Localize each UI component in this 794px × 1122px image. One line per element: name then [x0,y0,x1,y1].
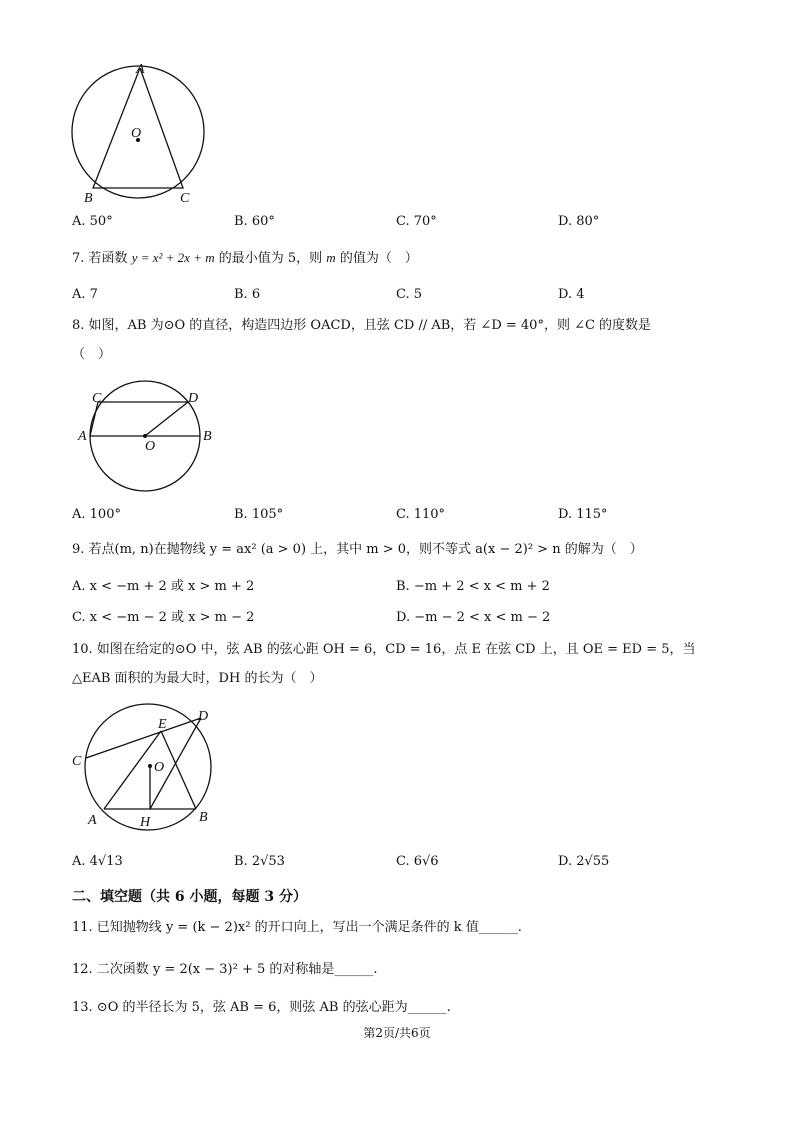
q8-label-O: O [145,439,156,454]
q13-stem: 13. ⊙O 的半径长为 5，弦 AB = 6，则弦 AB 的弦心距为______. [72,1000,451,1015]
q6-label-A: A [136,62,145,77]
q12-stem: 12. 二次函数 y = 2(x − 3)² + 5 的对称轴是______. [72,962,378,977]
q10-chord-CD [86,718,201,758]
q10-center-dot [148,764,152,768]
q10-label-E: E [158,717,167,732]
q7-suffix: 的值为（ ） [339,251,418,266]
q8-option-c[interactable]: C. 110° [396,507,446,522]
q7-option-b[interactable]: B. 6 [234,287,261,302]
q7-middle: 的最小值为 5，则 [218,251,323,266]
q7-option-c[interactable]: C. 5 [396,287,423,302]
q7-stem [72,249,418,268]
q11-stem: 11. 已知抛物线 y = (k − 2)x² 的开口向上，写出一个满足条件的 k 值______. [72,920,522,935]
q7-option-d[interactable]: D. 4 [558,287,585,302]
q10-stem-line2: △EAB 面积的为最大时，DH 的长为（ ） [72,671,323,686]
section-2-heading: 二、填空题（共 6 小题，每题 3 分） [72,889,307,905]
q9-option-a[interactable]: A. x < −m + 2 或 x > m + 2 [72,579,255,594]
q10-figure [68,700,228,835]
q10-label-D: D [198,709,209,724]
q7-formula: y = x² + 2x + m [131,250,215,265]
q8-figure [70,378,220,498]
q8-option-b[interactable]: B. 105° [234,507,284,522]
q10-label-H: H [140,815,151,830]
q6-option-c[interactable]: C. 70° [396,214,437,229]
q8-label-A: A [78,429,87,444]
q8-center-dot [143,434,147,438]
q6-figure [60,58,220,208]
q10-option-d[interactable]: D. 2√55 [558,854,610,869]
q9-option-d[interactable]: D. −m − 2 < x < m − 2 [396,610,551,625]
q8-stem-line2: （ ） [72,347,112,362]
q10-label-O: O [154,760,165,775]
q6-option-a[interactable]: A. 50° [72,214,113,229]
q10-label-C: C [72,754,82,769]
q10-circle [85,704,211,830]
q9-stem: 9. 若点(m, n)在抛物线 y = ax² (a > 0) 上，其中 m > 0，则不等式 a(x − 2)² > n 的解为（ ） [72,542,643,557]
q8-label-B: B [203,429,212,444]
q10-segment-EA [104,731,161,809]
q10-segment-EB [161,731,196,809]
q10-option-c[interactable]: C. 6√6 [396,854,439,869]
q6-label-B: B [84,191,93,206]
q8-segment-OD [145,402,188,436]
q10-label-A: A [88,813,97,828]
q9-option-c[interactable]: C. x < −m − 2 或 x > m − 2 [72,610,255,625]
q7-prefix: 7. 若函数 [72,251,128,266]
q7-option-a[interactable]: A. 7 [72,287,98,302]
q10-stem-line1: 10. 如图在给定的⊙O 中，弦 AB 的弦心距 OH = 6，CD = 16，点 E 在弦 CD 上，且 OE = ED = 5，当 [72,642,696,657]
page-footer: 第2页/共6页 [363,1026,431,1040]
q8-label-D: D [188,391,199,406]
q10-label-B: B [199,810,208,825]
q6-option-d[interactable]: D. 80° [558,214,600,229]
q8-segment-AC [90,402,98,436]
q9-option-b[interactable]: B. −m + 2 < x < m + 2 [396,579,550,594]
q6-label-C: C [180,191,190,206]
q10-option-a[interactable]: A. 4√13 [72,854,123,869]
q7-var: m [326,250,336,265]
q8-label-C: C [92,391,102,406]
q6-option-b[interactable]: B. 60° [234,214,275,229]
q10-option-b[interactable]: B. 2√53 [234,854,285,869]
q6-label-O: O [131,126,142,141]
q8-stem-line1: 8. 如图，AB 为⊙O 的直径，构造四边形 OACD，且弦 CD // AB，若 ∠D = 40°，则 ∠C 的度数是 [72,318,652,333]
q8-option-d[interactable]: D. 115° [558,507,608,522]
q8-option-a[interactable]: A. 100° [72,507,121,522]
